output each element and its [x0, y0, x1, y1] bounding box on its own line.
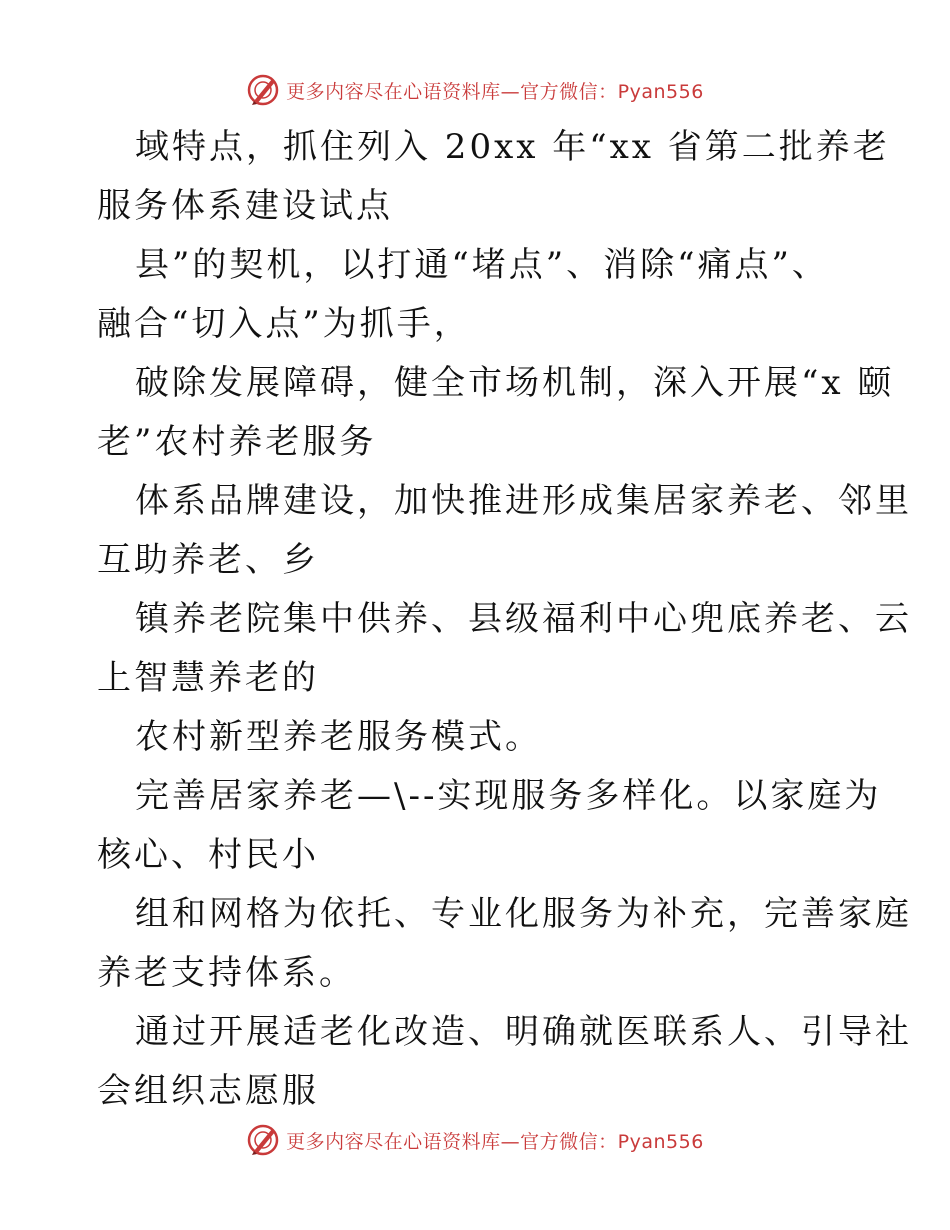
- text-line: 农村新型养老服务模式。: [135, 717, 542, 757]
- text-line: 养老支持体系。: [97, 953, 356, 993]
- document-body: [97, 118, 912, 1121]
- text-line: 县”的契机，以打通“堵点”、消除“痛点”、: [135, 245, 829, 285]
- text-line: 上智慧养老的: [97, 658, 319, 698]
- watermark-text: 更多内容尽在心语资料库—官方微信：Pyan556: [286, 80, 704, 103]
- text-line: 服务体系建设试点: [97, 186, 393, 226]
- pen-circle-logo-icon: [246, 73, 280, 107]
- text-line: 互助养老、乡: [97, 540, 319, 580]
- header-watermark: [0, 70, 950, 110]
- text-line: 通过开展适老化改造、明确就医联系人、引导社: [135, 1012, 912, 1052]
- text-line: 完善居家养老—\--实现服务多样化。以家庭为: [135, 776, 882, 816]
- text-line: 体系品牌建设，加快推进形成集居家养老、邻里: [135, 481, 912, 521]
- text-line: 融合“切入点”为抓手，: [97, 304, 471, 344]
- text-line: 镇养老院集中供养、县级福利中心兜底养老、云: [135, 599, 912, 639]
- text-line: 破除发展障碍，健全市场机制，深入开展“x 颐: [135, 363, 895, 403]
- watermark-text: 更多内容尽在心语资料库—官方微信：Pyan556: [286, 1130, 704, 1153]
- text-line: 域特点，抓住列入 20xx 年“xx 省第二批养老: [135, 127, 890, 167]
- text-line: 组和网格为依托、专业化服务为补充，完善家庭: [135, 894, 912, 934]
- footer-watermark: [0, 1120, 950, 1160]
- pen-circle-logo-icon: [246, 1123, 280, 1157]
- text-line: 核心、村民小: [97, 835, 319, 875]
- text-line: 会组织志愿服: [97, 1071, 319, 1111]
- text-line: 老”农村养老服务: [97, 422, 377, 462]
